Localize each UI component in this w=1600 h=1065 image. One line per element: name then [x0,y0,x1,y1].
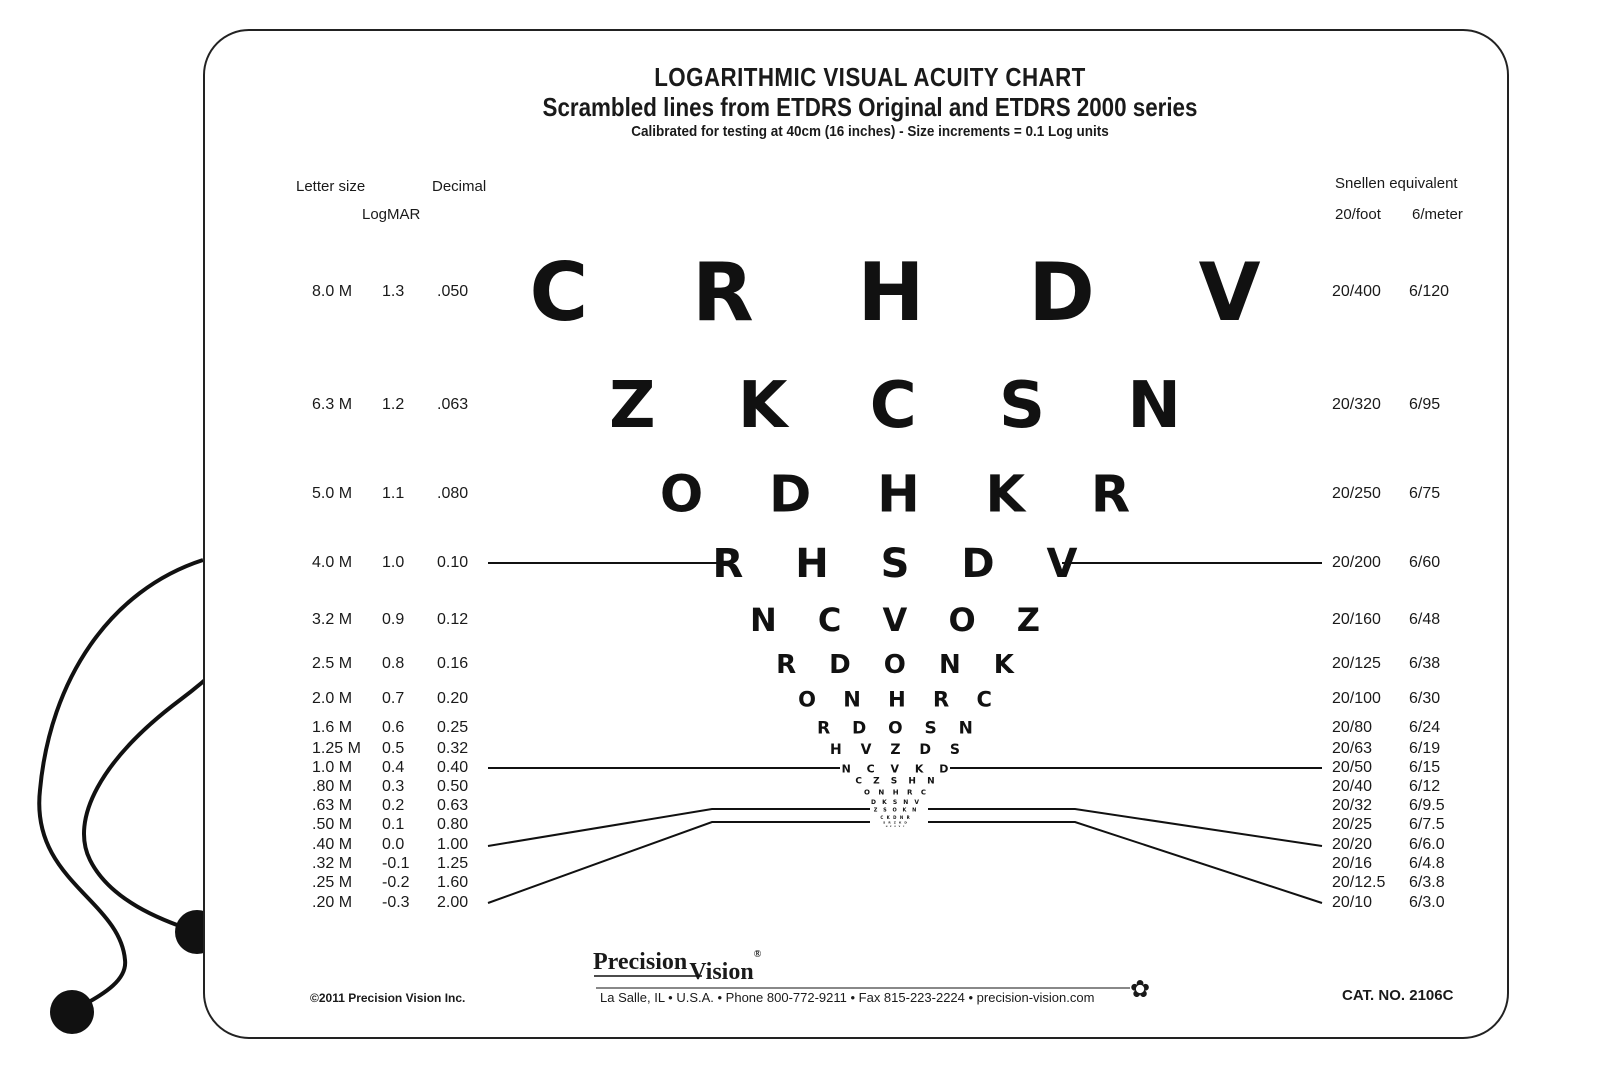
optotype-row: H Z O V C [885,826,906,828]
decimal-value: 0.80 [437,816,469,833]
letter-size-value: .50 M [312,816,353,833]
logmar-value: 0.9 [382,611,405,628]
snellen-foot-value: 20/20 [1332,836,1373,853]
optotype-row: R D O N K [776,650,1026,680]
decimal-value: 0.63 [437,797,469,814]
snellen-meter-value: 6/120 [1409,283,1450,300]
logmar-value: 0.8 [382,655,405,672]
snellen-foot-value: 20/10 [1332,894,1373,911]
snellen-meter-value: 6/24 [1409,719,1441,736]
snellen-foot-value: 20/16 [1332,855,1373,872]
letter-size-value: 4.0 M [312,554,353,571]
letter-size-value: .32 M [312,855,353,872]
letter-size-value: 8.0 M [312,283,353,300]
logo-word-precision: Precision [593,949,688,975]
optotype-row: R D O S N [817,718,981,739]
snellen-meter-value: 6/15 [1409,759,1441,776]
logmar-value: 0.3 [382,778,405,795]
snellen-meter-value: 6/75 [1409,485,1441,502]
snellen-foot-value: 20/63 [1332,740,1373,757]
decimal-value: 0.32 [437,740,469,757]
snellen-foot-value: 20/250 [1332,485,1381,502]
optotype-row: R H S D V [712,541,1097,587]
decimal-value: 0.10 [437,554,469,571]
letter-size-value: 2.5 M [312,655,353,672]
flower-logo-icon: ✿ [1130,976,1151,1003]
snellen-foot-value: 20/400 [1332,283,1381,300]
optotype-row: D K S N V [871,799,921,806]
company-address: La Salle, IL • U.S.A. • Phone 800-772-9211 • Fax 815-223-2224 • precision-vision.com [600,990,1095,1005]
catalog-number: CAT. NO. 2106C [1342,987,1454,1004]
snellen-foot-value: 20/200 [1332,554,1381,571]
logmar-value: 0.0 [382,836,405,853]
optotype-row: H V Z D S [830,742,967,758]
logmar-value: 0.4 [382,759,405,776]
logmar-value: 0.5 [382,740,405,757]
decimal-value: 2.00 [437,894,469,911]
optotype-row: Z S O K N [873,807,919,814]
letter-size-value: 2.0 M [312,690,353,707]
logmar-value: -0.1 [382,855,410,872]
snellen-meter-value: 6/7.5 [1409,816,1445,833]
optotype-row: C K D N R [880,815,911,820]
header-foot: 20/foot [1335,206,1381,223]
decimal-value: 0.25 [437,719,469,736]
letter-size-value: 1.6 M [312,719,353,736]
snellen-meter-value: 6/3.8 [1409,874,1445,891]
decimal-value: 1.25 [437,855,469,872]
header-meter: 6/meter [1412,206,1463,223]
letter-size-value: 3.2 M [312,611,353,628]
snellen-meter-value: 6/38 [1409,655,1441,672]
optotype-row: O N H R C [864,788,929,797]
optotype-row: O N H R C [798,687,1002,712]
header-decimal: Decimal [432,178,487,195]
letter-size-value: 5.0 M [312,485,353,502]
letter-size-value: .80 M [312,778,353,795]
snellen-foot-value: 20/40 [1332,778,1373,795]
decimal-value: 0.50 [437,778,469,795]
optotype-row: S R Z K D [883,820,908,825]
logmar-value: 0.6 [382,719,405,736]
snellen-foot-value: 20/320 [1332,396,1381,413]
snellen-foot-value: 20/32 [1332,797,1373,814]
snellen-meter-value: 6/48 [1409,611,1441,628]
snellen-foot-value: 20/50 [1332,759,1373,776]
logo-word-vision: Vision [689,959,754,985]
header-logmar: LogMAR [362,206,421,223]
optotype-row: C Z S H N [855,776,939,787]
snellen-meter-value: 6/95 [1409,396,1441,413]
logmar-value: -0.3 [382,894,410,911]
snellen-foot-value: 20/12.5 [1332,874,1386,891]
decimal-value: .050 [437,283,469,300]
snellen-foot-value: 20/160 [1332,611,1381,628]
snellen-foot-value: 20/125 [1332,655,1381,672]
decimal-value: 0.12 [437,611,469,628]
optotype-row: Z K C S N [609,369,1211,443]
logmar-value: 1.0 [382,554,405,571]
optotype-row: O D H K R [659,465,1155,525]
logmar-value: -0.2 [382,874,410,891]
header-snellen: Snellen equivalent [1335,175,1458,192]
decimal-value: 1.60 [437,874,469,891]
decimal-value: 0.40 [437,759,469,776]
snellen-meter-value: 6/3.0 [1409,894,1445,911]
logmar-value: 1.1 [382,485,405,502]
logmar-value: 0.1 [382,816,405,833]
snellen-meter-value: 6/9.5 [1409,797,1445,814]
snellen-foot-value: 20/25 [1332,816,1373,833]
snellen-meter-value: 6/30 [1409,690,1441,707]
optotype-row: C R H D V [529,246,1299,339]
logmar-value: 1.3 [382,283,405,300]
logmar-value: 0.2 [382,797,405,814]
title-line-2: Scrambled lines from ETDRS Original and ETDRS 2000 series [542,92,1198,122]
snellen-meter-value: 6/60 [1409,554,1441,571]
title-line-3: Calibrated for testing at 40cm (16 inches) - Size increments = 0.1 Log units [631,123,1109,140]
decimal-value: 0.16 [437,655,469,672]
copyright-text: ©2011 Precision Vision Inc. [310,991,466,1005]
registered-mark: ® [753,949,762,960]
snellen-meter-value: 6/19 [1409,740,1441,757]
snellen-meter-value: 6/6.0 [1409,836,1445,853]
title-line-1: LOGARITHMIC VISUAL ACUITY CHART [654,62,1086,92]
letter-size-value: .40 M [312,836,353,853]
letter-size-value: .63 M [312,797,353,814]
optotype-row: N C V K D [841,762,955,776]
decimal-value: 1.00 [437,836,469,853]
letter-size-value: 1.25 M [312,740,361,757]
snellen-foot-value: 20/80 [1332,719,1373,736]
snellen-foot-value: 20/100 [1332,690,1381,707]
letter-size-value: .25 M [312,874,353,891]
letter-size-value: .20 M [312,894,353,911]
decimal-value: .063 [437,396,469,413]
snellen-meter-value: 6/4.8 [1409,855,1445,872]
logmar-value: 1.2 [382,396,405,413]
logmar-value: 0.7 [382,690,405,707]
header-letter-size: Letter size [296,178,366,195]
decimal-value: .080 [437,485,469,502]
optotype-row: N C V O Z [750,601,1055,639]
decimal-value: 0.20 [437,690,469,707]
letter-size-value: 6.3 M [312,396,353,413]
snellen-meter-value: 6/12 [1409,778,1441,795]
letter-size-value: 1.0 M [312,759,353,776]
